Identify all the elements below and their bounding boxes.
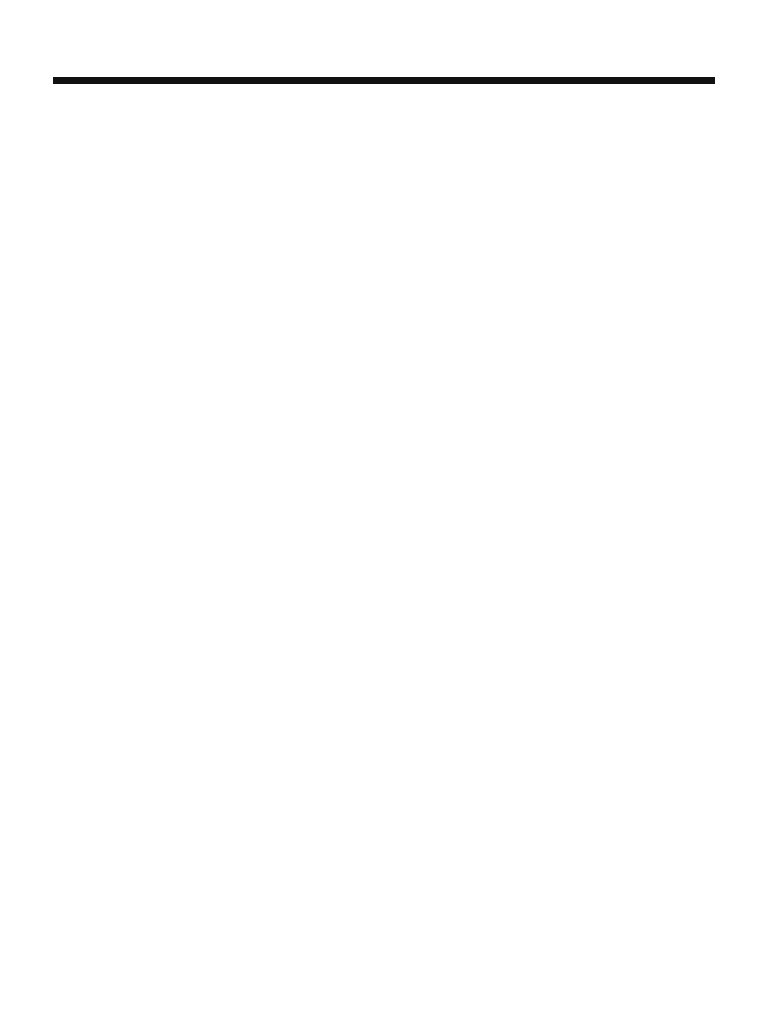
header-rule [53,77,715,84]
